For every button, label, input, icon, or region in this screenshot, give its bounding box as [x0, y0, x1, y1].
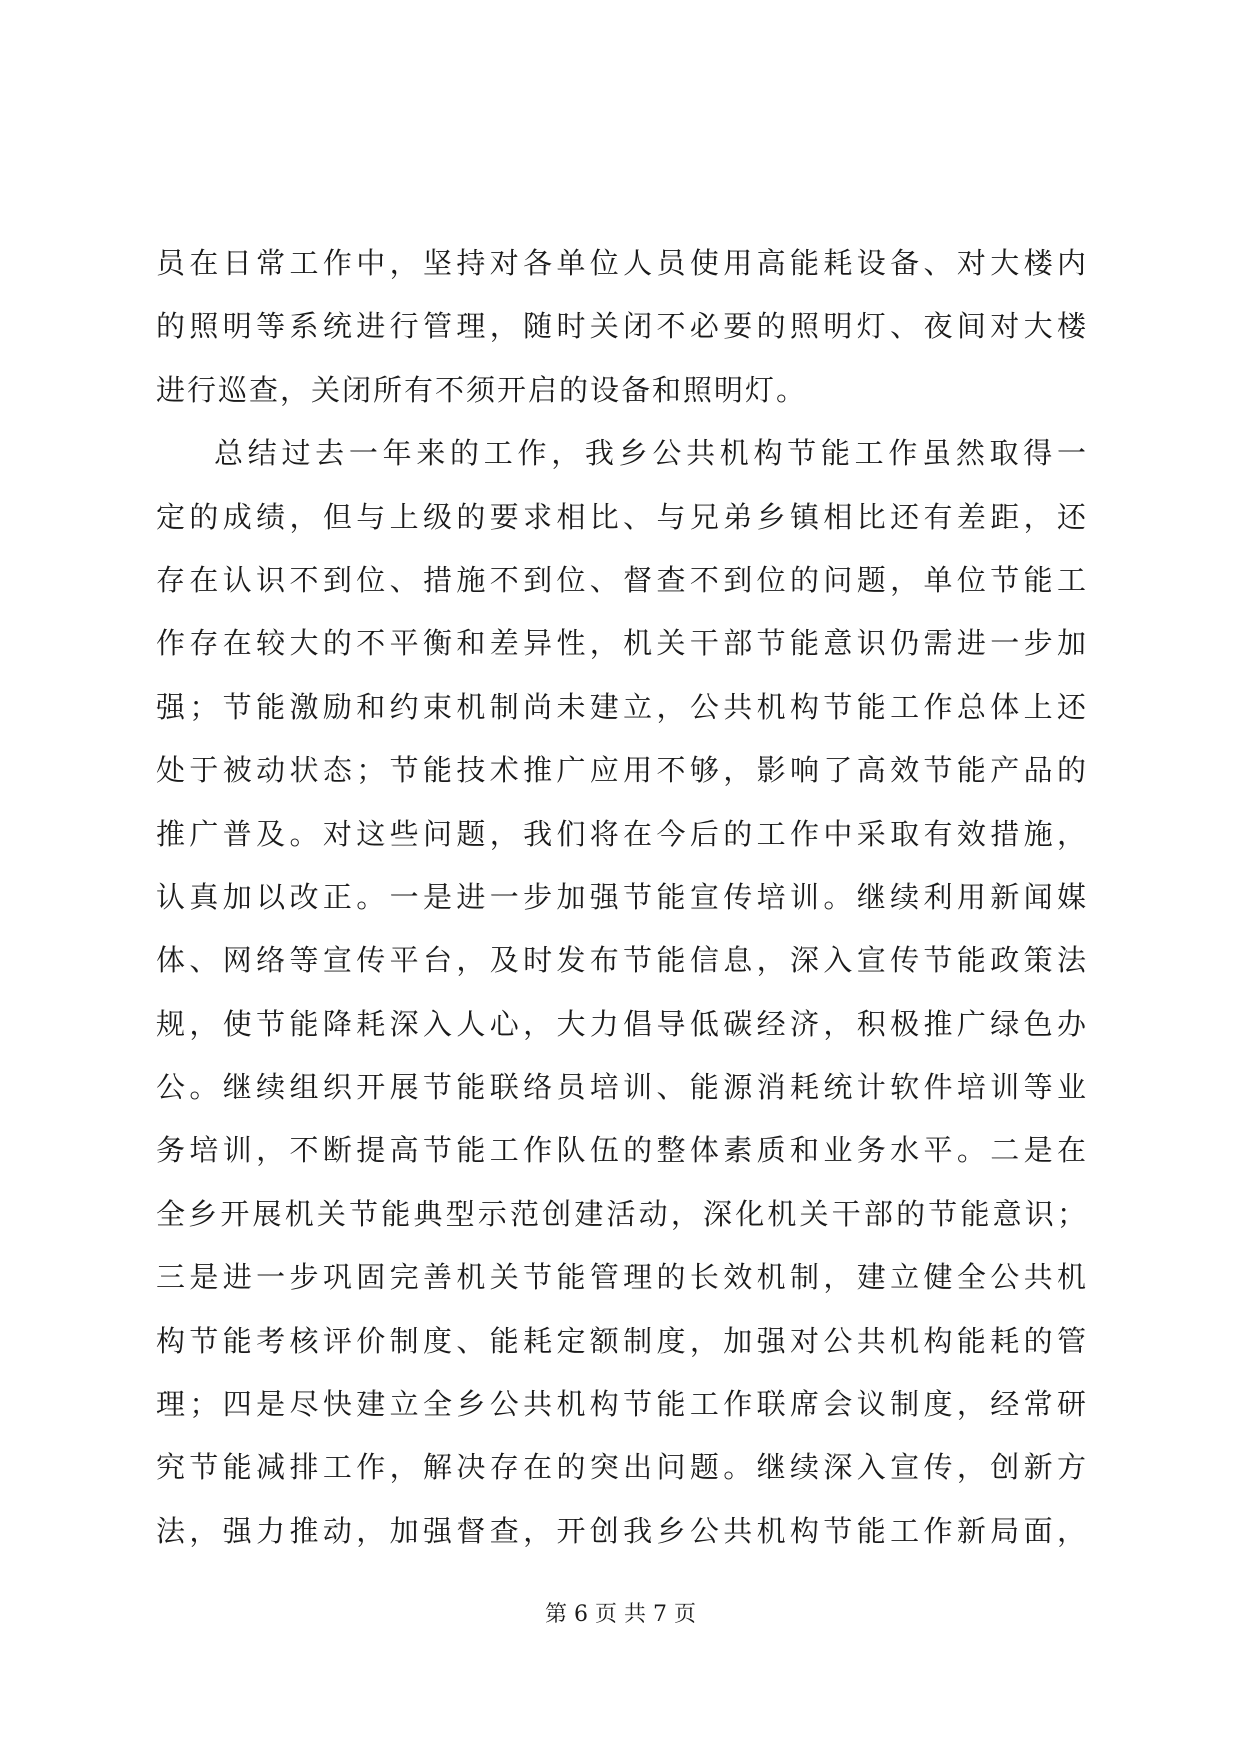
page-number-footer: 第 6 页 共 7 页 [545, 1602, 696, 1627]
text-line: 务培训，不断提高节能工作队伍的整体素质和业务水平。二是在 [156, 1133, 1086, 1168]
text-line: 员在日常工作中，坚持对各单位人员使用高能耗设备、对大楼内 [156, 246, 1086, 280]
text-line: 法，强力推动，加强督查，开创我乡公共机构节能工作新局面， [156, 1513, 1086, 1548]
paragraph-2 [156, 422, 1086, 1563]
text-line: 的照明等系统进行管理，随时关闭不必要的照明灯、夜间对大楼 [156, 309, 1086, 344]
text-line: 进行巡查，关闭所有不须开启的设备和照明灯。 [156, 372, 808, 407]
text-line: 总结过去一年来的工作，我乡公共机构节能工作虽然取得一 [214, 436, 1086, 471]
text-line: 公。继续组织开展节能联络员培训、能源消耗统计软件培训等业 [156, 1070, 1086, 1105]
text-line: 全乡开展机关节能典型示范创建活动，深化机关干部的节能意识； [156, 1196, 1086, 1231]
text-line: 存在认识不到位、措施不到位、督查不到位的问题，单位节能工 [156, 562, 1086, 597]
text-line: 处于被动状态；节能技术推广应用不够，影响了高效节能产品的 [156, 753, 1086, 788]
text-line: 理；四是尽快建立全乡公共机构节能工作联席会议制度，经常研 [156, 1387, 1086, 1422]
document-body [156, 232, 1086, 1563]
text-line: 规，使节能降耗深入人心，大力倡导低碳经济，积极推广绿色办 [156, 1006, 1086, 1041]
text-line: 作存在较大的不平衡和差异性，机关干部节能意识仍需进一步加 [156, 626, 1086, 661]
text-line: 定的成绩，但与上级的要求相比、与兄弟乡镇相比还有差距，还 [156, 499, 1086, 534]
paragraph-1 [156, 232, 1086, 422]
text-line: 究节能减排工作，解决存在的突出问题。继续深入宣传，创新方 [156, 1450, 1086, 1485]
text-line: 推广普及。对这些问题，我们将在今后的工作中采取有效措施， [156, 816, 1086, 851]
text-line: 认真加以改正。一是进一步加强节能宣传培训。继续利用新闻媒 [156, 879, 1086, 914]
text-line: 强；节能激励和约束机制尚未建立，公共机构节能工作总体上还 [156, 689, 1086, 724]
text-line: 三是进一步巩固完善机关节能管理的长效机制，建立健全公共机 [156, 1260, 1086, 1295]
text-line: 体、网络等宣传平台，及时发布节能信息，深入宣传节能政策法 [156, 943, 1086, 978]
text-line: 构节能考核评价制度、能耗定额制度，加强对公共机构能耗的管 [156, 1323, 1086, 1358]
